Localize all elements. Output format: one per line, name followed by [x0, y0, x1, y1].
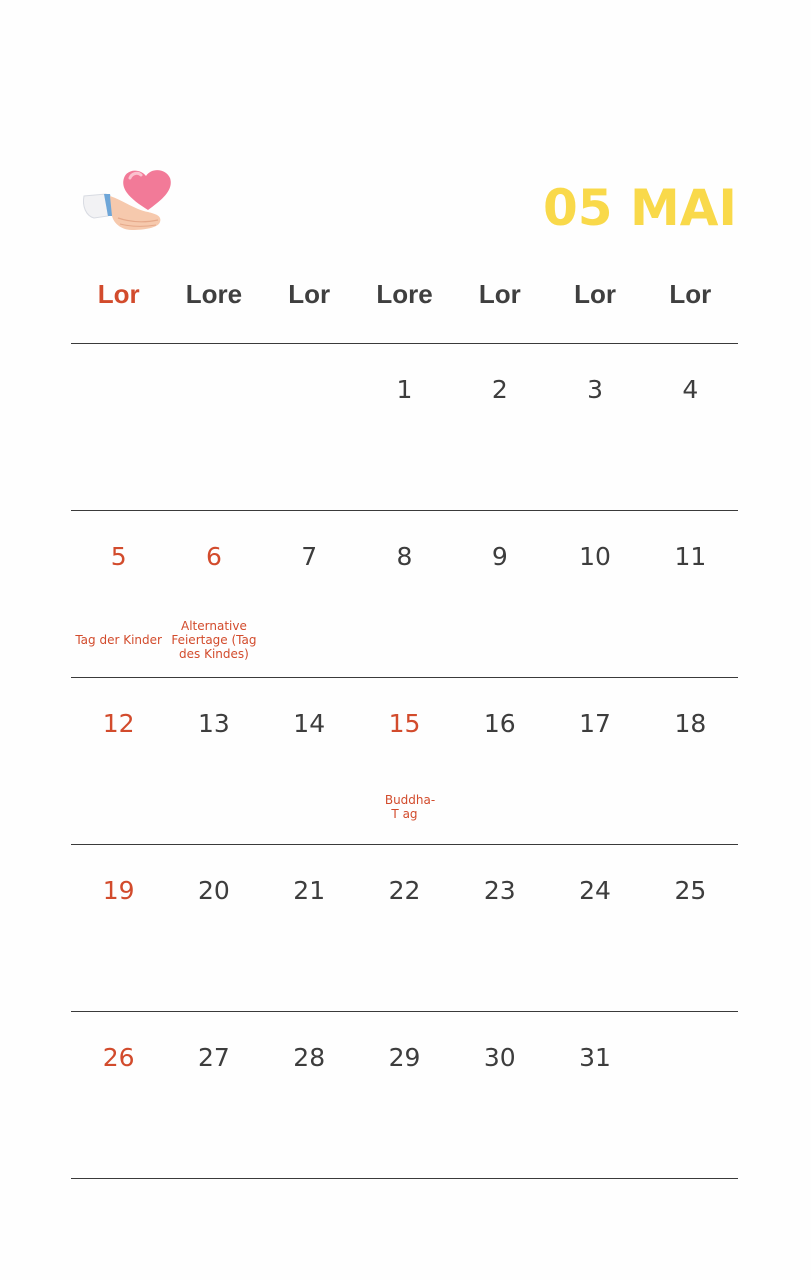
day-cell[interactable]	[166, 678, 261, 844]
day-number: 4	[682, 375, 699, 404]
day-cell-empty	[166, 344, 261, 510]
day-number: 22	[388, 876, 421, 905]
calendar-week	[71, 845, 738, 1012]
month-title: 05 MAI	[542, 179, 737, 237]
day-cell[interactable]	[452, 511, 547, 677]
day-number: 18	[674, 709, 707, 738]
day-number: 13	[198, 709, 230, 738]
day-cell-holiday[interactable]	[166, 511, 261, 677]
day-number: 8	[396, 542, 413, 571]
weekday-label: Lor	[478, 279, 521, 309]
day-cell[interactable]	[262, 511, 357, 677]
day-number: 5	[110, 542, 127, 571]
day-cell-holiday[interactable]	[71, 511, 166, 677]
day-cell[interactable]	[452, 678, 547, 844]
day-cell[interactable]	[547, 845, 642, 1011]
day-cell-holiday[interactable]	[71, 845, 166, 1011]
day-number: 24	[579, 876, 611, 905]
day-number: 27	[198, 1043, 230, 1072]
day-cell[interactable]	[452, 845, 547, 1011]
day-cell[interactable]	[357, 845, 452, 1011]
holiday-note: Alternative Feiertage (Tag des Kindes)	[171, 619, 257, 661]
holiday-note: Buddha-T ag	[384, 793, 436, 821]
day-number: 2	[491, 375, 508, 404]
day-number: 31	[579, 1043, 611, 1072]
day-cell[interactable]	[452, 1012, 547, 1178]
day-number: 10	[579, 542, 611, 571]
day-number: 16	[483, 709, 516, 738]
day-number: 26	[102, 1043, 135, 1072]
day-number: 21	[293, 876, 326, 905]
day-cell[interactable]	[166, 1012, 261, 1178]
weekday-label: Lor	[669, 279, 712, 309]
day-number: 9	[491, 542, 508, 571]
day-cell-empty	[71, 344, 166, 510]
day-number: 1	[396, 375, 413, 404]
day-cell[interactable]	[547, 511, 642, 677]
day-number: 14	[293, 709, 326, 738]
day-cell[interactable]	[262, 1012, 357, 1178]
day-cell-holiday[interactable]	[357, 678, 452, 844]
day-cell[interactable]	[643, 344, 738, 510]
day-cell[interactable]	[166, 845, 261, 1011]
day-cell-holiday[interactable]	[71, 678, 166, 844]
day-number: 12	[102, 709, 135, 738]
day-number: 11	[674, 542, 707, 571]
day-number: 19	[102, 876, 135, 905]
day-number: 7	[301, 542, 318, 571]
calendar-grid	[71, 343, 738, 1180]
day-number: 17	[579, 709, 611, 738]
day-cell[interactable]	[357, 344, 452, 510]
day-cell[interactable]	[547, 344, 642, 510]
day-cell-holiday[interactable]	[71, 1012, 166, 1178]
calendar-week	[71, 678, 738, 845]
weekday-label: Lore	[185, 279, 243, 309]
weekday-label: Lor	[288, 279, 331, 309]
day-cell[interactable]	[357, 511, 452, 677]
day-number: 15	[388, 709, 421, 738]
day-number: 29	[388, 1043, 421, 1072]
holiday-note: Tag der Kinder	[75, 633, 162, 647]
day-cell-empty	[262, 344, 357, 510]
day-cell[interactable]	[262, 845, 357, 1011]
calendar-header	[0, 0, 811, 260]
day-number: 28	[293, 1043, 326, 1072]
day-cell[interactable]	[547, 678, 642, 844]
day-number: 25	[674, 876, 707, 905]
day-number: 23	[483, 876, 516, 905]
heart-hand-icon	[78, 166, 178, 238]
calendar-week	[71, 344, 738, 511]
weekday-label: Lore	[376, 279, 433, 309]
day-cell[interactable]	[262, 678, 357, 844]
day-number: 30	[483, 1043, 516, 1072]
weekday-label: Lor	[97, 279, 140, 309]
day-cell[interactable]	[643, 845, 738, 1011]
day-cell[interactable]	[643, 678, 738, 844]
weekday-header-row	[71, 268, 738, 320]
day-cell[interactable]	[643, 511, 738, 677]
day-number: 6	[205, 542, 222, 571]
day-number: 3	[587, 375, 604, 404]
day-cell-empty	[643, 1012, 738, 1178]
day-cell[interactable]	[452, 344, 547, 510]
day-cell[interactable]	[357, 1012, 452, 1178]
day-number: 20	[198, 876, 230, 905]
day-cell[interactable]	[547, 1012, 642, 1178]
weekday-label: Lor	[574, 279, 616, 309]
calendar-week	[71, 1012, 738, 1179]
calendar-week	[71, 511, 738, 678]
